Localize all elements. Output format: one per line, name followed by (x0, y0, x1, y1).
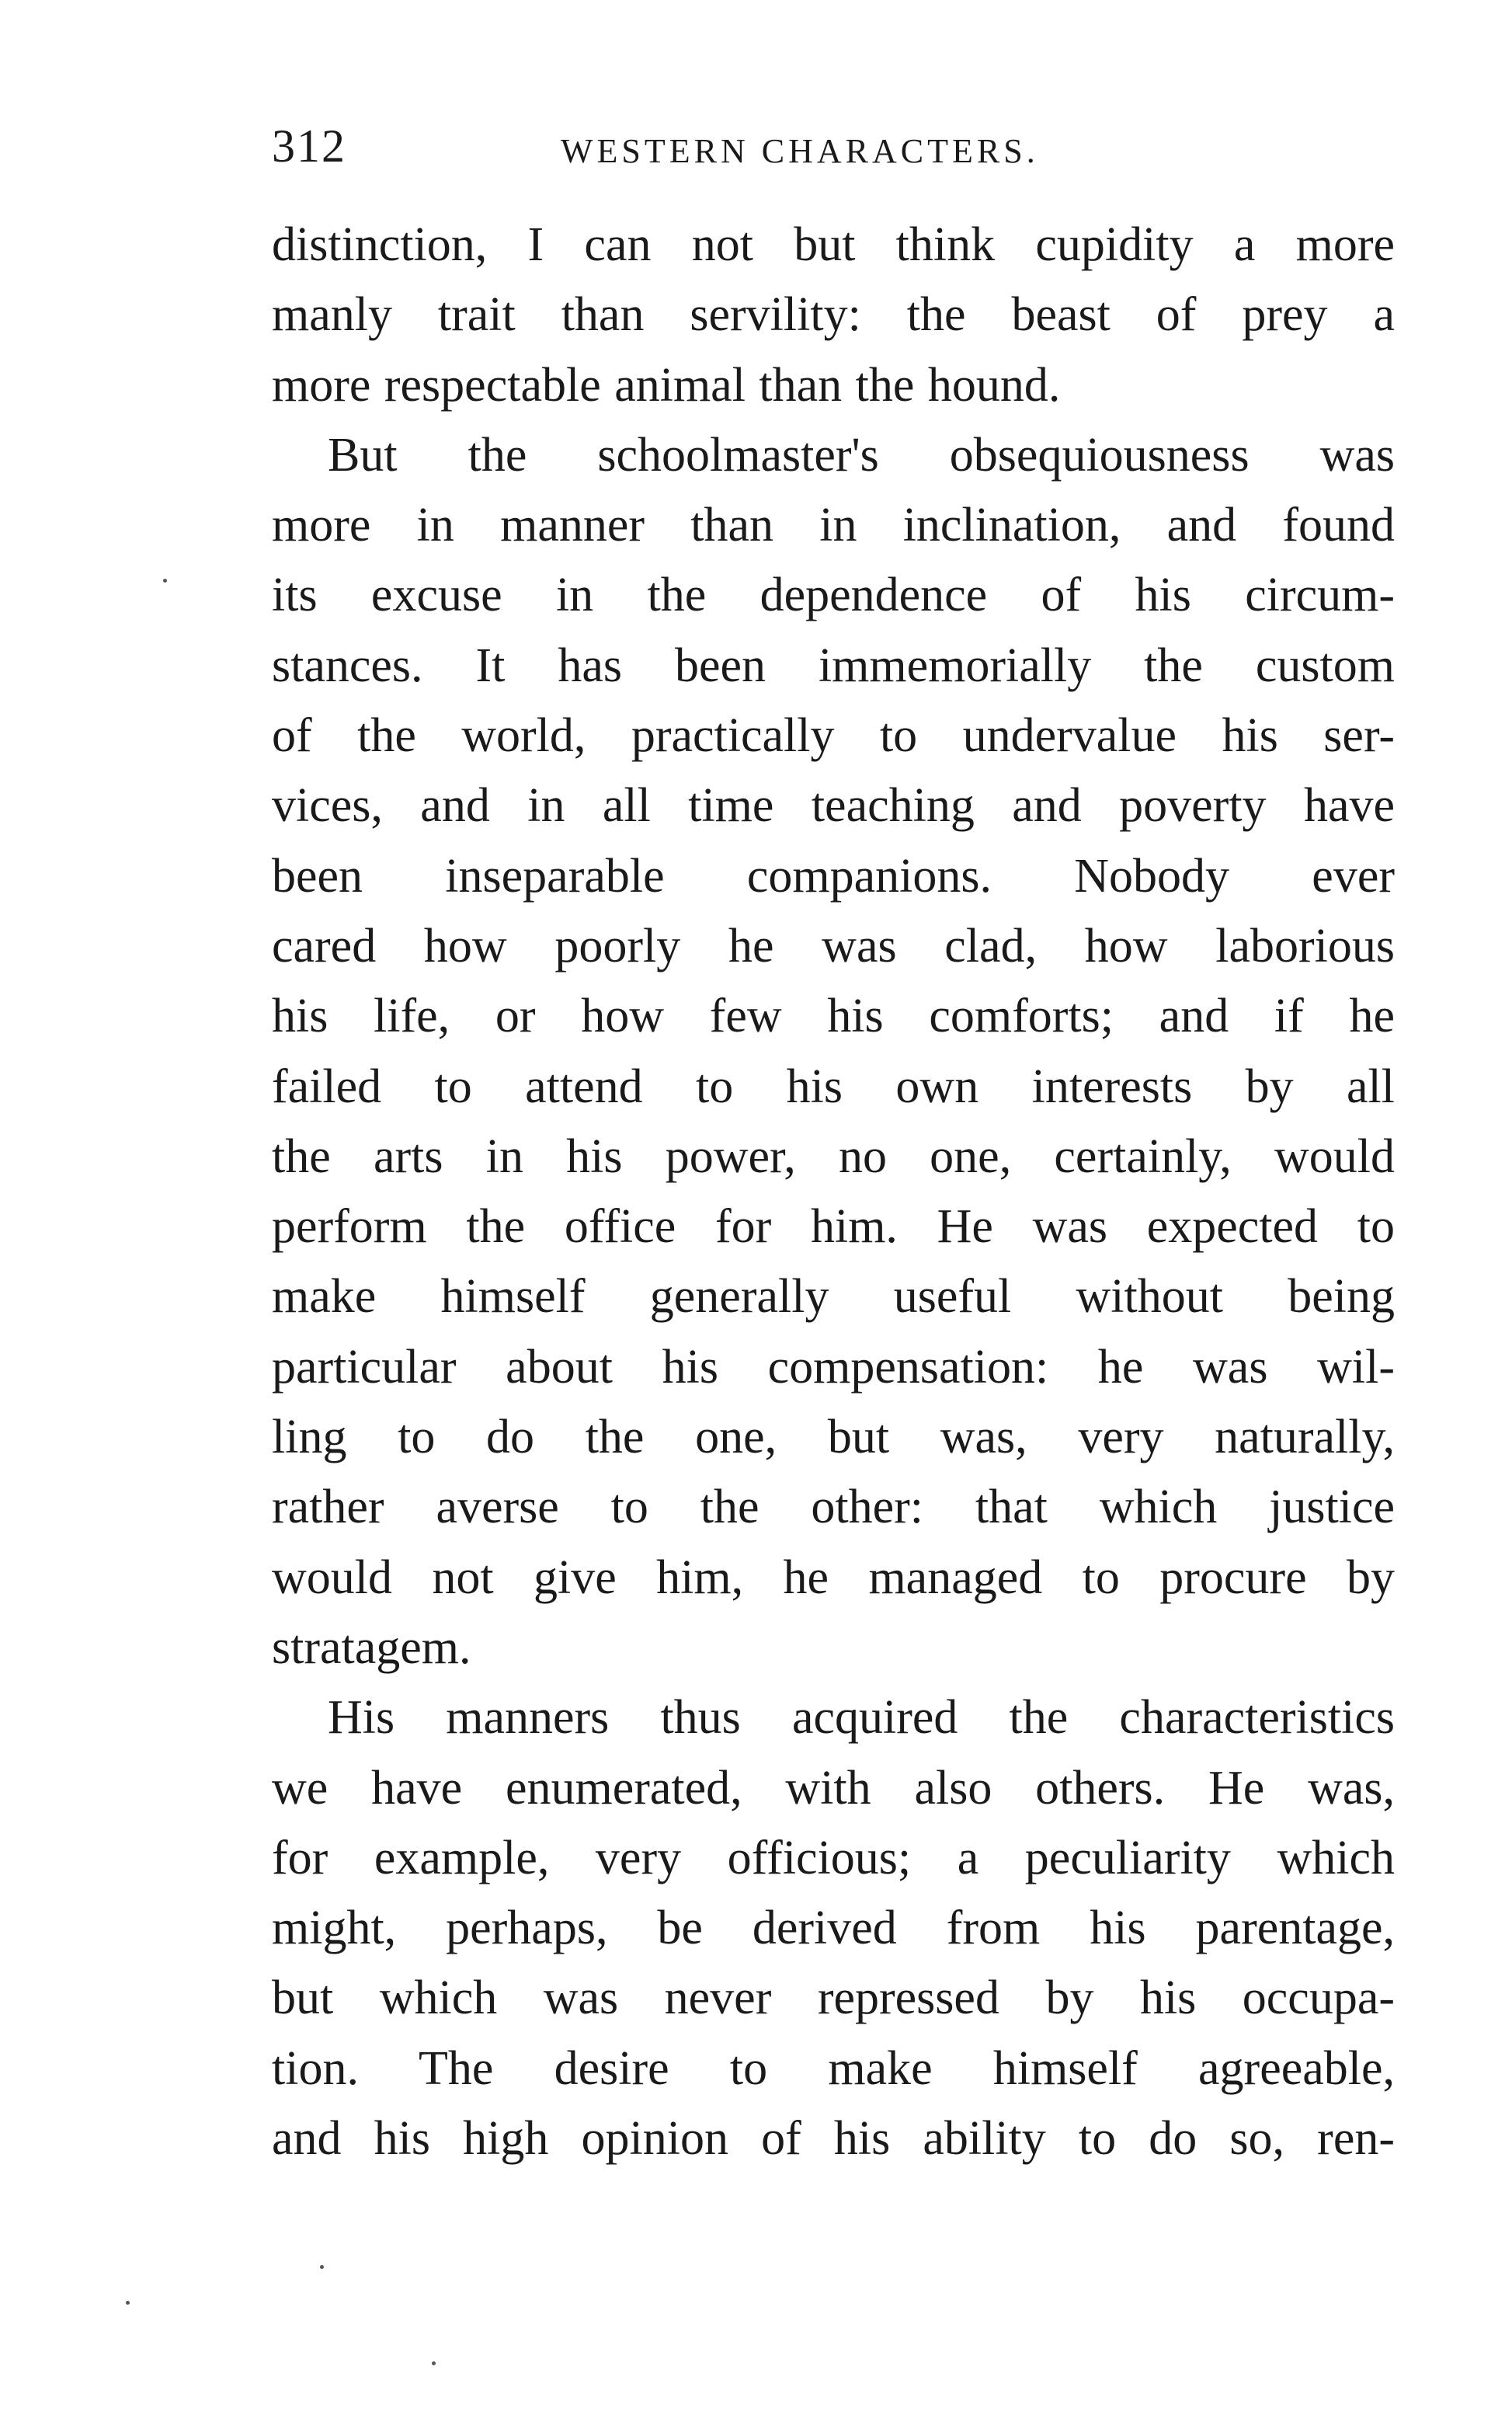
text-line: distinction, I can not but think cupidity a more (272, 218, 1395, 271)
running-head (272, 115, 1421, 185)
text-line: but which was never repressed by his occupa- (272, 1971, 1395, 2025)
text-line: more respectable animal than the hound. (272, 358, 1061, 412)
text-line: failed to attend to his own interests by all (272, 1060, 1395, 1113)
text-line: rather averse to the other: that which justice (272, 1481, 1395, 1534)
text-line: make himself generally useful without being (272, 1270, 1395, 1324)
text-line: and his high opinion of his ability to do so, ren- (272, 2112, 1395, 2166)
print-speck (320, 2265, 324, 2269)
print-speck (163, 579, 167, 583)
text-line: been inseparable companions. Nobody ever (272, 849, 1395, 903)
text-line: the arts in his power, no one, certainly, would (272, 1129, 1395, 1183)
text-line: of the world, practically to undervalue his ser- (272, 709, 1395, 763)
text-line: might, perhaps, be derived from his parentage, (272, 1902, 1395, 1955)
print-speck (126, 2301, 130, 2305)
text-line: stances. It has been immemorially the custom (272, 639, 1395, 692)
text-line: particular about his compensation: he was wil- (272, 1340, 1395, 1394)
text-line: cared how poorly he was clad, how laborious (272, 919, 1395, 973)
text-line: its excuse in the dependence of his circum- (272, 569, 1395, 622)
print-speck (432, 2361, 436, 2365)
text-line: more in manner than in inclination, and found (272, 499, 1395, 552)
text-line: stratagem. (272, 1620, 471, 1674)
text-line: for example, very officious; a peculiarity which (272, 1831, 1395, 1884)
page-number: 312 (272, 120, 346, 172)
body-text (272, 210, 1395, 2173)
text-line: perform the office for him. He was expected to (272, 1200, 1395, 1254)
text-line: But the schoolmaster's obsequiousness was (328, 428, 1395, 482)
text-line: tion. The desire to make himself agreeable, (272, 2041, 1395, 2095)
text-line: His manners thus acquired the characteristics (328, 1691, 1395, 1745)
text-line: his life, or how few his comforts; and if he (272, 990, 1395, 1043)
text-line: ling to do the one, but was, very naturally, (272, 1411, 1395, 1464)
text-line: manly trait than servility: the beast of prey a (272, 288, 1395, 342)
text-line: we have enumerated, with also others. He was, (272, 1761, 1395, 1815)
text-line: vices, and in all time teaching and poverty have (272, 779, 1395, 833)
text-line: would not give him, he managed to procure by (272, 1550, 1395, 1604)
running-title: WESTERN CHARACTERS. (561, 132, 1039, 170)
